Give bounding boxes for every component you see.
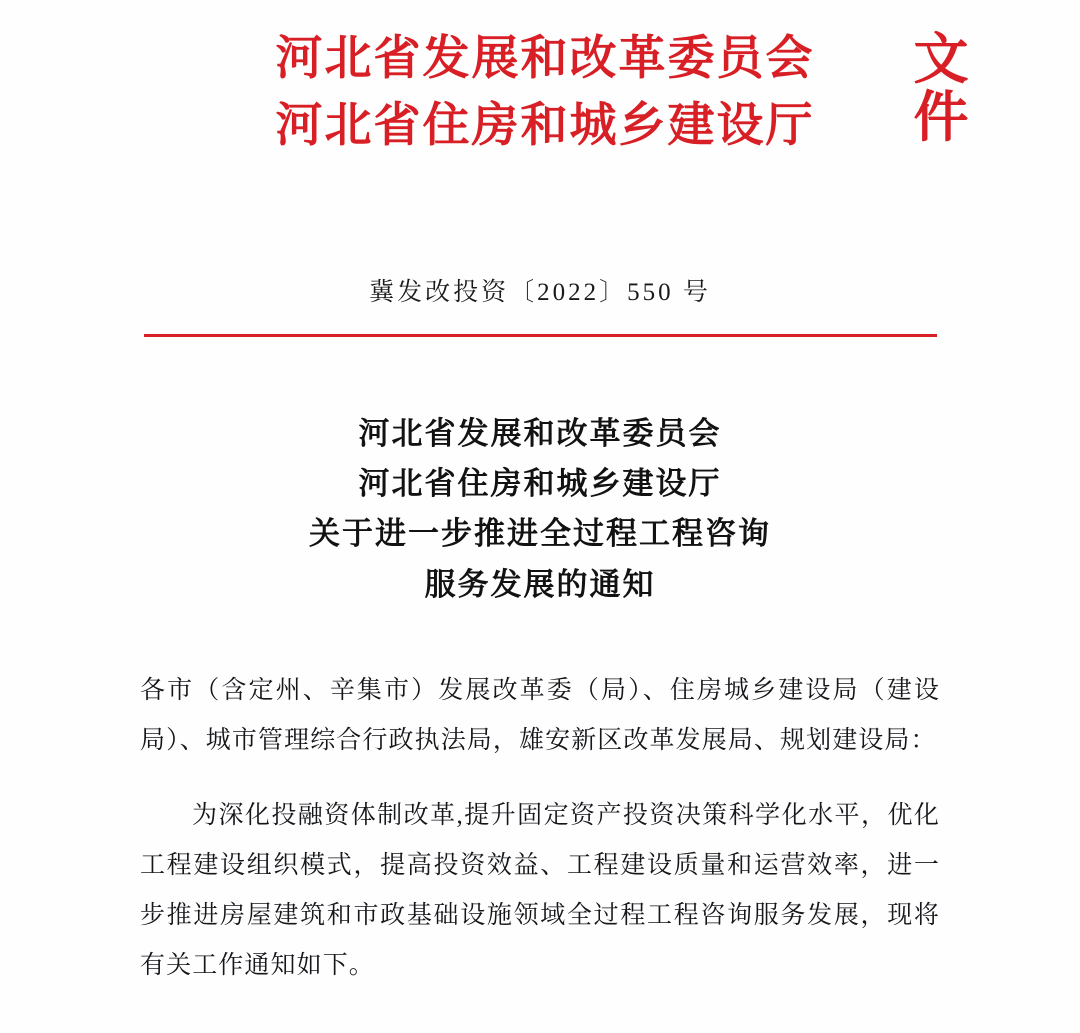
title-line-1: 河北省发展和改革委员会 [358, 416, 722, 452]
title-line-4: 服务发展的通知 [424, 566, 656, 603]
document-body [140, 666, 940, 991]
title-line-3: 关于进一步推进全过程工程咨询 [309, 516, 771, 553]
issuer-line-1: 河北省发展和改革委员会 [275, 31, 815, 86]
document-number: 冀发改投资〔2022〕550 号 [369, 279, 711, 306]
document-number-area [0, 272, 1080, 337]
document-word-label: 文件 [913, 26, 969, 149]
red-separator-rule [144, 334, 937, 337]
title-line-2: 河北省住房和城乡建设厅 [358, 466, 722, 503]
document-title [0, 409, 1080, 610]
addressee-paragraph: 各市（含定州、辛集市）发展改革委（局）、住房城乡建设局（建设局）、城市管理综合行政执法局，雄安新区改革发展局、规划建设局： [140, 676, 940, 754]
letterhead [0, 0, 1080, 216]
body-paragraph-1: 为深化投融资体制改革,提升固定资产投资决策科学化水平，优化工程建设组织模式，提高投资效益、工程建设质量和运营效率，进一步推进房屋建筑和市政基础设施领域全过程工程咨询服务发展，现将有关工作通知如下。 [140, 801, 940, 979]
issuer-line-2: 河北省住房和城乡建设厅 [275, 97, 815, 153]
